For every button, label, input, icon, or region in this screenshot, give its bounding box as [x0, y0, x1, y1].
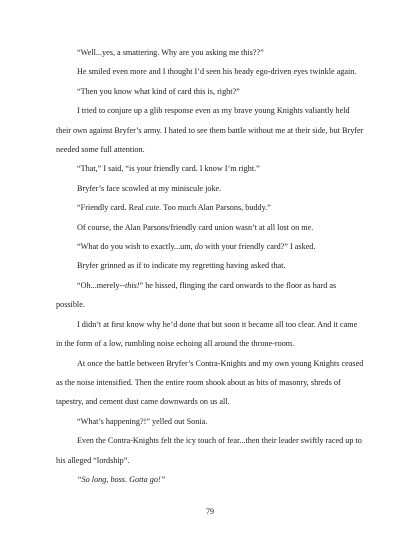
paragraph	[56, 198, 364, 217]
text-run: “Oh...merely--	[77, 280, 125, 290]
paragraph: Of course, the Alan Parsons/friendly card union wasn’t at all lost on me.	[77, 222, 314, 232]
text-run: ” he hissed, flinging the card onwards to the floor as hard as possible.	[56, 280, 337, 310]
text-run: with your friendly card?” I asked.	[202, 242, 316, 252]
italic-text: this!	[124, 280, 140, 290]
paragraph: Bryfer grinned as if to indicate my regretting having asked that.	[77, 261, 286, 271]
italic-text: do	[194, 242, 203, 252]
body-text	[56, 43, 364, 489]
paragraph: “What’s happening?!” yelled out Sonia.	[77, 416, 208, 426]
paragraph: At once the battle between Bryfer’s Contra-Knights and my own young Knights ceased as the noise intensified. Then the entire room shook about as bits of masonry, shreds of tapestry, and cement dust came downwards on us all.	[56, 358, 364, 407]
paragraph	[56, 276, 364, 315]
paragraph: “Well...yes, a smattering. Why are you asking me this??”	[77, 48, 264, 57]
text-run: “What do you wish to exactly...um,	[77, 242, 195, 252]
text-run: “Friendly card. Real	[77, 203, 146, 213]
paragraph	[56, 237, 364, 256]
paragraph: I tried to conjure up a glib response even as my brave young Knights valiantly held their own against Bryfer’s army. I hated to see them battle without me at their side, but Bryfer needed some full attention.	[56, 106, 364, 155]
page-number: 79	[206, 507, 214, 516]
paragraph: I didn’t at first know why he’d done that but soon it became all too clear. And it came in the form of a low, rumbling noise echoing all around the throne-room.	[56, 319, 358, 349]
text-run: Too much Alan Parsons, buddy.”	[161, 203, 271, 213]
paragraph: He smiled even more and I thought I’d seen his beady ego-driven eyes twinkle again.	[77, 67, 357, 77]
paragraph: Even the Contra-Knights felt the icy touch of fear...then their leader swiftly raced up to his alleged “lordship”.	[56, 436, 362, 465]
paragraph: Bryfer’s face scowled at my miniscule joke.	[77, 183, 222, 193]
italic-text: cute.	[145, 203, 162, 213]
paragraph: “Then you know what kind of card this is, right?”	[77, 86, 240, 96]
paragraph: “So long, boss. Gotta go!”	[77, 474, 166, 484]
paragraph: “That,” I said, “is your friendly card. I know I’m right.”	[77, 164, 260, 174]
